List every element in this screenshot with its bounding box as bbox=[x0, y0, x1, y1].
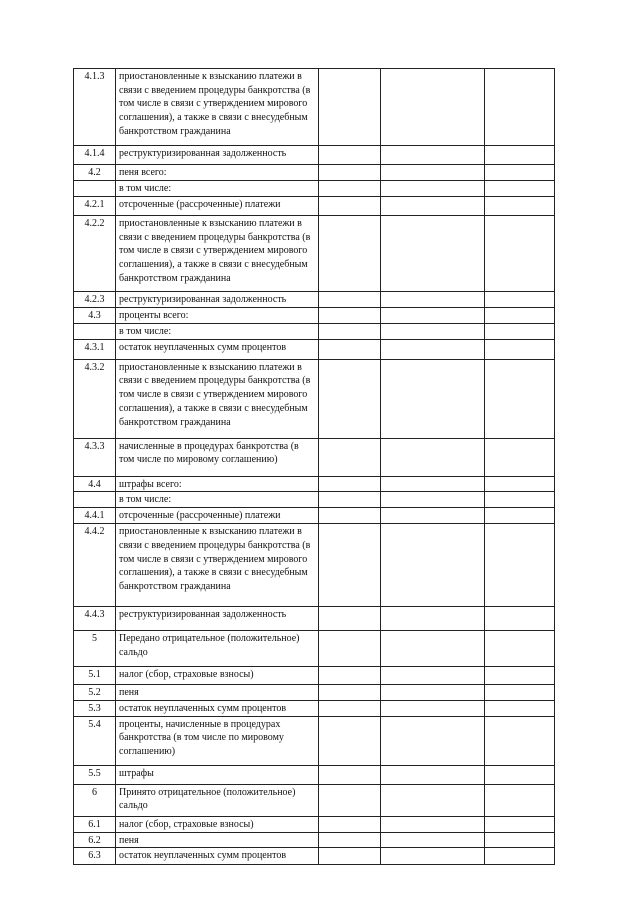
row-number-cell bbox=[74, 492, 116, 508]
value-cell bbox=[485, 308, 555, 324]
value-cell bbox=[485, 69, 555, 146]
row-description-cell: пеня всего: bbox=[116, 165, 319, 181]
value-cell bbox=[319, 816, 381, 832]
value-cell bbox=[485, 524, 555, 607]
table-row bbox=[74, 339, 555, 359]
row-number-cell: 6.1 bbox=[74, 816, 116, 832]
row-number-cell: 5 bbox=[74, 631, 116, 667]
value-cell bbox=[485, 631, 555, 667]
value-cell bbox=[381, 438, 485, 476]
value-cell bbox=[485, 438, 555, 476]
value-cell bbox=[381, 492, 485, 508]
value-cell bbox=[485, 181, 555, 197]
value-cell bbox=[381, 165, 485, 181]
row-description-cell: штрафы всего: bbox=[116, 476, 319, 492]
row-number-cell: 6.2 bbox=[74, 832, 116, 848]
row-number-cell: 5.2 bbox=[74, 685, 116, 701]
table-row bbox=[74, 607, 555, 631]
table-row bbox=[74, 197, 555, 216]
value-cell bbox=[381, 146, 485, 165]
value-cell bbox=[381, 339, 485, 359]
value-cell bbox=[319, 146, 381, 165]
value-cell bbox=[485, 848, 555, 865]
row-description-cell: в том числе: bbox=[116, 323, 319, 339]
row-number-cell: 6.3 bbox=[74, 848, 116, 865]
report-table bbox=[73, 68, 555, 865]
value-cell bbox=[485, 667, 555, 685]
row-number-cell: 4.3 bbox=[74, 308, 116, 324]
value-cell bbox=[485, 700, 555, 716]
value-cell bbox=[485, 816, 555, 832]
table-row bbox=[74, 667, 555, 685]
value-cell bbox=[381, 631, 485, 667]
row-number-cell bbox=[74, 323, 116, 339]
value-cell bbox=[319, 716, 381, 765]
value-cell bbox=[485, 292, 555, 308]
value-cell bbox=[319, 667, 381, 685]
row-description-cell: остаток неуплаченных сумм процентов bbox=[116, 339, 319, 359]
value-cell bbox=[319, 607, 381, 631]
value-cell bbox=[319, 165, 381, 181]
row-description-cell: пеня bbox=[116, 832, 319, 848]
table-row bbox=[74, 700, 555, 716]
table-body bbox=[74, 69, 555, 865]
table-row bbox=[74, 848, 555, 865]
value-cell bbox=[319, 438, 381, 476]
table-row bbox=[74, 308, 555, 324]
row-number-cell: 4.3.2 bbox=[74, 359, 116, 438]
value-cell bbox=[381, 69, 485, 146]
value-cell bbox=[381, 524, 485, 607]
value-cell bbox=[381, 816, 485, 832]
value-cell bbox=[381, 359, 485, 438]
row-description-cell: приостановленные к взысканию платежи в связи с введением процедуры банкротства (в том числе в связи с утверждением мирового соглашения), а также в связи с внесудебным банкротством гражданина bbox=[116, 524, 319, 607]
value-cell bbox=[381, 685, 485, 701]
value-cell bbox=[485, 216, 555, 292]
value-cell bbox=[319, 216, 381, 292]
row-number-cell: 4.3.1 bbox=[74, 339, 116, 359]
row-description-cell: приостановленные к взысканию платежи в связи с введением процедуры банкротства (в том числе в связи с утверждением мирового соглашения), а также в связи с внесудебным банкротством гражданина bbox=[116, 359, 319, 438]
row-description-cell: Передано отрицательное (положительное) сальдо bbox=[116, 631, 319, 667]
value-cell bbox=[381, 216, 485, 292]
row-description-cell: отсроченные (рассроченные) платежи bbox=[116, 197, 319, 216]
table-row bbox=[74, 323, 555, 339]
row-number-cell: 4.3.3 bbox=[74, 438, 116, 476]
row-description-cell: в том числе: bbox=[116, 181, 319, 197]
table-row bbox=[74, 165, 555, 181]
table-row bbox=[74, 685, 555, 701]
row-description-cell: приостановленные к взысканию платежи в связи с введением процедуры банкротства (в том числе в связи с утверждением мирового соглашения), а также в связи с внесудебным банкротством гражданина bbox=[116, 69, 319, 146]
value-cell bbox=[485, 492, 555, 508]
row-description-cell: пеня bbox=[116, 685, 319, 701]
row-number-cell bbox=[74, 181, 116, 197]
value-cell bbox=[319, 359, 381, 438]
row-number-cell: 5.4 bbox=[74, 716, 116, 765]
value-cell bbox=[319, 832, 381, 848]
row-number-cell: 6 bbox=[74, 784, 116, 816]
row-description-cell: реструктуризированная задолженность bbox=[116, 146, 319, 165]
value-cell bbox=[319, 784, 381, 816]
table-row bbox=[74, 765, 555, 784]
value-cell bbox=[381, 667, 485, 685]
value-cell bbox=[485, 685, 555, 701]
value-cell bbox=[319, 181, 381, 197]
row-description-cell: Принято отрицательное (положительное) сальдо bbox=[116, 784, 319, 816]
value-cell bbox=[485, 197, 555, 216]
row-number-cell: 4.4.2 bbox=[74, 524, 116, 607]
row-number-cell: 4.4 bbox=[74, 476, 116, 492]
table-row bbox=[74, 216, 555, 292]
value-cell bbox=[319, 197, 381, 216]
value-cell bbox=[381, 508, 485, 524]
row-description-cell: остаток неуплаченных сумм процентов bbox=[116, 700, 319, 716]
table-row bbox=[74, 832, 555, 848]
table-row bbox=[74, 181, 555, 197]
row-number-cell: 4.2.2 bbox=[74, 216, 116, 292]
value-cell bbox=[381, 607, 485, 631]
value-cell bbox=[485, 146, 555, 165]
value-cell bbox=[319, 524, 381, 607]
row-description-cell: остаток неуплаченных сумм процентов bbox=[116, 848, 319, 865]
table-row bbox=[74, 359, 555, 438]
row-description-cell: в том числе: bbox=[116, 492, 319, 508]
value-cell bbox=[485, 607, 555, 631]
row-number-cell: 4.1.3 bbox=[74, 69, 116, 146]
value-cell bbox=[319, 848, 381, 865]
value-cell bbox=[485, 765, 555, 784]
value-cell bbox=[381, 476, 485, 492]
table-row bbox=[74, 292, 555, 308]
row-description-cell: отсроченные (рассроченные) платежи bbox=[116, 508, 319, 524]
value-cell bbox=[319, 508, 381, 524]
row-number-cell: 4.4.3 bbox=[74, 607, 116, 631]
value-cell bbox=[319, 700, 381, 716]
value-cell bbox=[381, 700, 485, 716]
table-row bbox=[74, 492, 555, 508]
row-description-cell: проценты, начисленные в процедурах банкротства (в том числе по мировому соглашению) bbox=[116, 716, 319, 765]
value-cell bbox=[319, 492, 381, 508]
value-cell bbox=[381, 323, 485, 339]
table-row bbox=[74, 524, 555, 607]
row-number-cell: 5.5 bbox=[74, 765, 116, 784]
table-row bbox=[74, 816, 555, 832]
value-cell bbox=[485, 323, 555, 339]
table-row bbox=[74, 146, 555, 165]
table-row bbox=[74, 476, 555, 492]
value-cell bbox=[485, 339, 555, 359]
row-number-cell: 5.3 bbox=[74, 700, 116, 716]
value-cell bbox=[381, 197, 485, 216]
row-description-cell: реструктуризированная задолженность bbox=[116, 607, 319, 631]
value-cell bbox=[485, 784, 555, 816]
row-description-cell: реструктуризированная задолженность bbox=[116, 292, 319, 308]
value-cell bbox=[319, 292, 381, 308]
value-cell bbox=[485, 165, 555, 181]
value-cell bbox=[319, 685, 381, 701]
row-number-cell: 4.2 bbox=[74, 165, 116, 181]
table-row bbox=[74, 508, 555, 524]
value-cell bbox=[319, 476, 381, 492]
value-cell bbox=[319, 308, 381, 324]
row-number-cell: 5.1 bbox=[74, 667, 116, 685]
row-number-cell: 4.4.1 bbox=[74, 508, 116, 524]
value-cell bbox=[381, 784, 485, 816]
row-description-cell: приостановленные к взысканию платежи в связи с введением процедуры банкротства (в том числе в связи с утверждением мирового соглашения), а также в связи с внесудебным банкротством гражданина bbox=[116, 216, 319, 292]
value-cell bbox=[381, 832, 485, 848]
value-cell bbox=[485, 476, 555, 492]
value-cell bbox=[319, 765, 381, 784]
value-cell bbox=[319, 631, 381, 667]
value-cell bbox=[485, 716, 555, 765]
value-cell bbox=[381, 292, 485, 308]
row-description-cell: проценты всего: bbox=[116, 308, 319, 324]
value-cell bbox=[381, 848, 485, 865]
value-cell bbox=[485, 359, 555, 438]
row-description-cell: налог (сбор, страховые взносы) bbox=[116, 667, 319, 685]
table-row bbox=[74, 438, 555, 476]
value-cell bbox=[381, 765, 485, 784]
row-number-cell: 4.2.3 bbox=[74, 292, 116, 308]
value-cell bbox=[381, 716, 485, 765]
table-row bbox=[74, 69, 555, 146]
value-cell bbox=[319, 69, 381, 146]
value-cell bbox=[319, 323, 381, 339]
table-row bbox=[74, 716, 555, 765]
table-row bbox=[74, 631, 555, 667]
value-cell bbox=[319, 339, 381, 359]
row-description-cell: налог (сбор, страховые взносы) bbox=[116, 816, 319, 832]
row-description-cell: начисленные в процедурах банкротства (в том числе по мировому соглашению) bbox=[116, 438, 319, 476]
value-cell bbox=[485, 832, 555, 848]
row-number-cell: 4.1.4 bbox=[74, 146, 116, 165]
value-cell bbox=[381, 308, 485, 324]
value-cell bbox=[381, 181, 485, 197]
row-number-cell: 4.2.1 bbox=[74, 197, 116, 216]
row-description-cell: штрафы bbox=[116, 765, 319, 784]
table-row bbox=[74, 784, 555, 816]
value-cell bbox=[485, 508, 555, 524]
